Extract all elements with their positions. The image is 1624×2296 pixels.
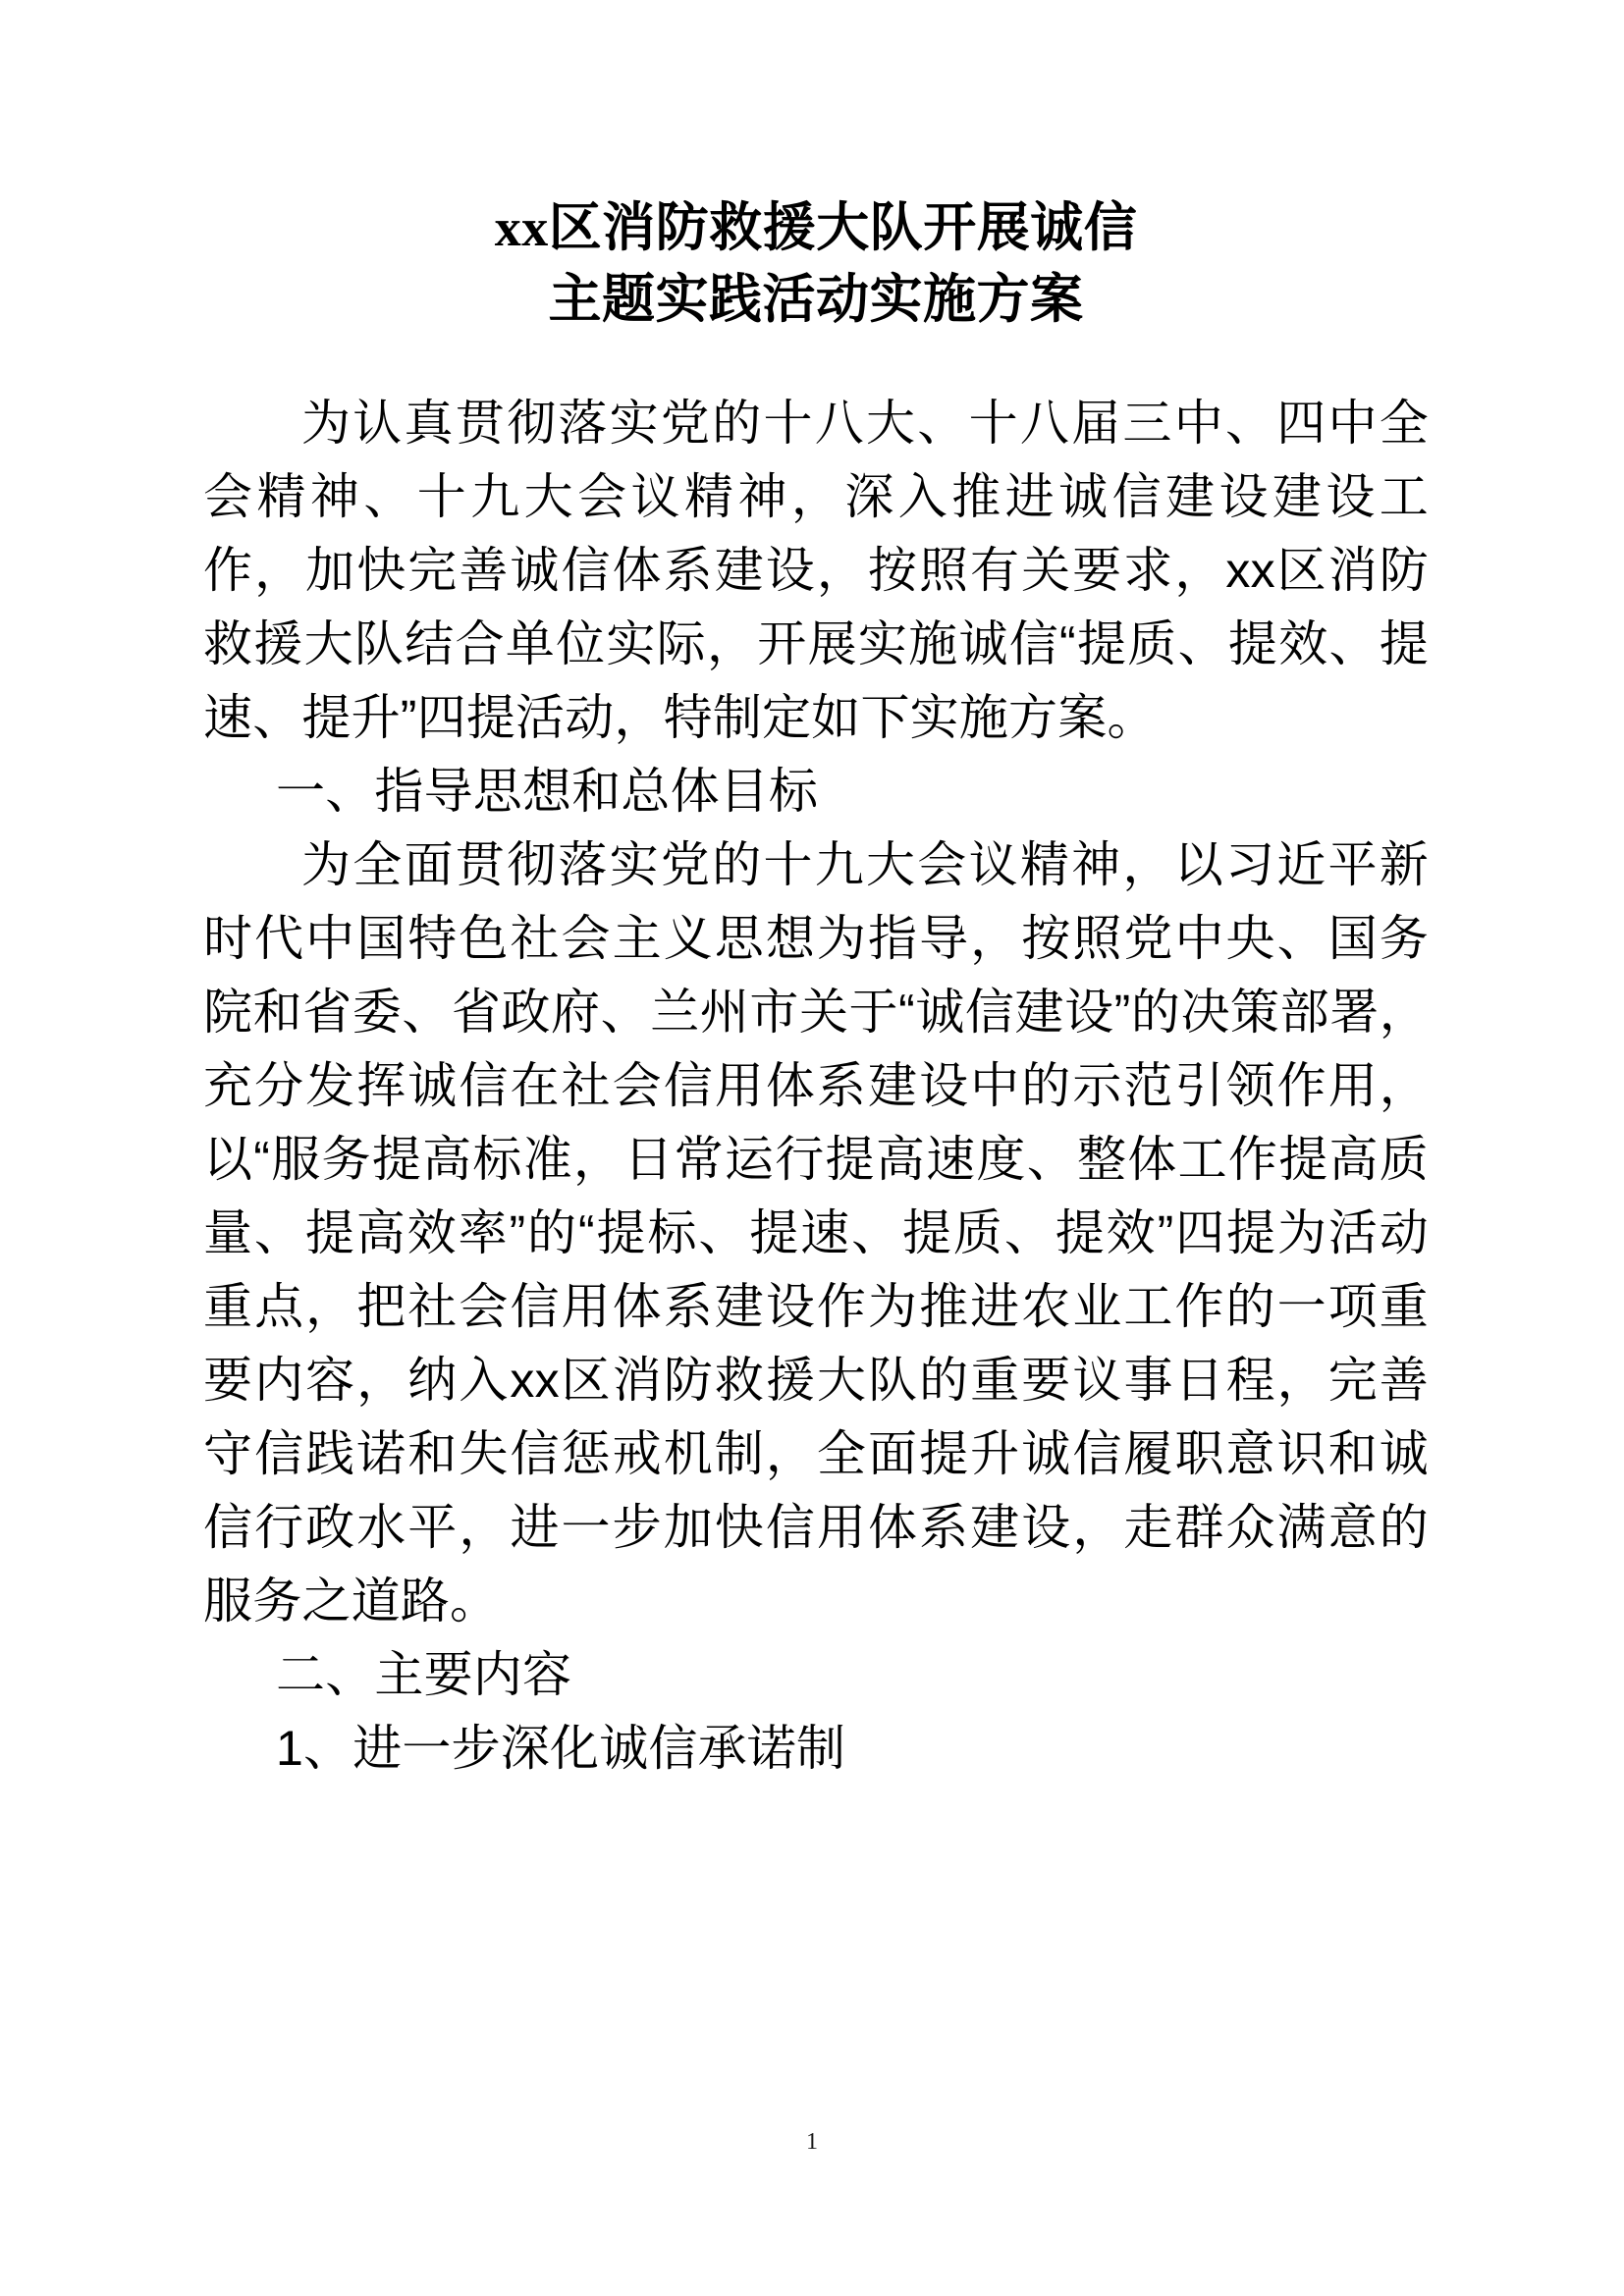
document-title-line-2: 主题实践活动实施方案 <box>548 270 1084 329</box>
document-body <box>203 0 1429 1786</box>
section-one-paragraph: 为全面贯彻落实党的十九大会议精神，以习近平新时代中国特色社会主义思想为指导，按照党中央、国务院和省委、省政府、兰州市关于“诚信建设”的决策部署，充分发挥诚信在社会信用体系建设中的示范引领作用，以“服务提高标准，日常运行提高速度、整体工作提高质量、提高效率”的“提标、提速、提质、提效”四提为活动重点，把社会信用体系建设作为推进农业工作的一项重要内容，纳入xx区消防救援大队的重要议事日程，完善守信践诺和失信惩戒机制，全面提升诚信履职意识和诚信行政水平，进一步加快信用体系建设，走群众满意的服务之道路。 <box>203 837 1429 1629</box>
section-heading-one: 一、指导思想和总体目标 <box>276 764 819 819</box>
document-title <box>203 0 1429 336</box>
section-two-item-1: 1、进一步深化诚信承诺制 <box>276 1721 846 1776</box>
page-number: 1 <box>806 2129 818 2155</box>
intro-paragraph: 为认真贯彻落实党的十八大、十八届三中、四中全会精神、十九大会议精神，深入推进诚信建设建设工作，加快完善诚信体系建设，按照有关要求，xx区消防救援大队结合单位实际，开展实施诚信“提质、提效、提速、提升”四提活动，特制定如下实施方案。 <box>203 396 1429 745</box>
section-heading-two: 二、主要内容 <box>276 1647 572 1702</box>
document-title-line-1: xx区消防救援大队开展诚信 <box>494 198 1138 257</box>
